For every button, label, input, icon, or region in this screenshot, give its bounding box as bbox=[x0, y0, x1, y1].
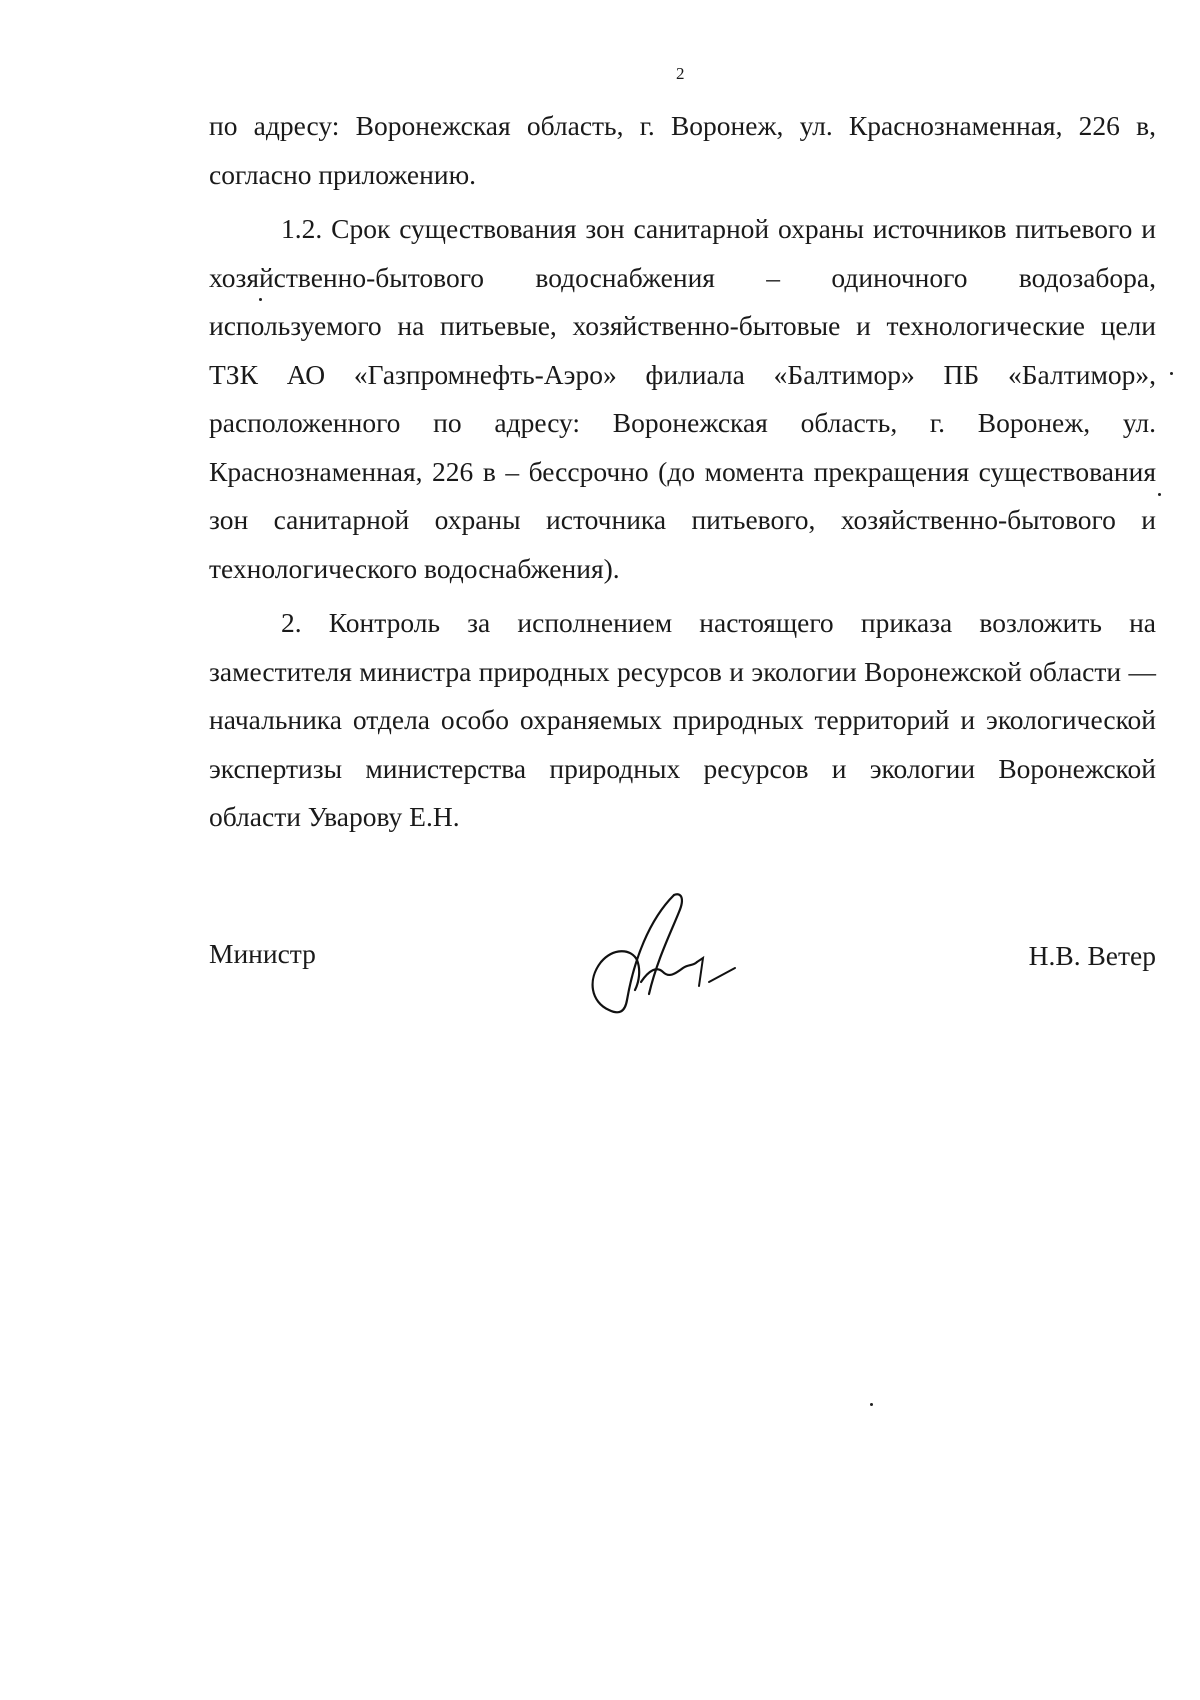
scan-speck bbox=[870, 1403, 873, 1406]
handwritten-signature bbox=[579, 890, 759, 1020]
paragraph-control: 2. Контроль за исполнением настоящего приказа возложить на заместителя министра природных ресурсов и экологии Воронежской области — начальника отдела особо охраняемых природных территорий и экологической экспертизы министерства природных ресурсов и экологии Воронежской области Уварову Е.Н. bbox=[209, 607, 1156, 832]
signatory-title: Министр bbox=[209, 938, 316, 969]
paragraph-term: 1.2. Срок существования зон санитарной охраны источников питьевого и хозяйственно-бытового водоснабжения – одиночного водозабора, используемого на питьевые, хозяйственно-бытовые и технологические цели ТЗК АО «Газпромнефть-Аэро» филиала «Балтимор» ПБ «Балтимор», расположенного по адресу: Воронежская область, г. Воронеж, ул. Краснознаменная, 226 в – бессрочно (до момента прекращения существования зон санитарной охраны источника питьевого, хозяйственно-бытового и технологического водоснабжения). bbox=[209, 213, 1156, 584]
signatory-name: Н.В. Ветер bbox=[1028, 940, 1156, 971]
document-body bbox=[209, 102, 1156, 842]
page-number-text: 2 bbox=[676, 64, 685, 83]
scan-speck bbox=[1158, 493, 1161, 496]
scan-speck bbox=[259, 298, 262, 301]
signature-block bbox=[209, 920, 1156, 1030]
scan-speck bbox=[1170, 372, 1173, 375]
paragraph-address: по адресу: Воронежская область, г. Воронеж, ул. Краснознаменная, 226 в, согласно приложению. bbox=[209, 110, 1156, 190]
